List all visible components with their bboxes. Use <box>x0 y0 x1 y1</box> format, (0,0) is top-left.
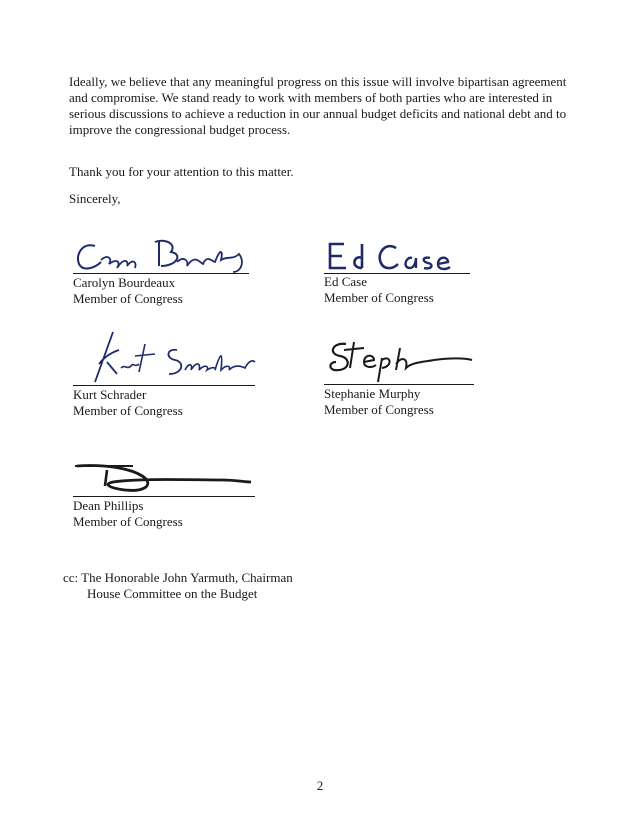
signature-line-bourdeaux <box>73 273 249 274</box>
signer-name-schrader: Kurt Schrader <box>73 387 147 402</box>
page-number: 2 <box>316 778 324 793</box>
signature-case-image <box>324 240 474 272</box>
paragraph-thanks: Thank you for your attention to this matter. <box>69 164 294 179</box>
signer-title-phillips: Member of Congress <box>73 514 183 529</box>
signature-block-phillips <box>73 460 283 528</box>
signature-bourdeaux-image <box>73 232 253 274</box>
signature-schrader-image <box>73 330 259 386</box>
signer-title-murphy: Member of Congress <box>324 402 434 417</box>
signature-line-murphy <box>324 384 474 385</box>
signer-title-bourdeaux: Member of Congress <box>73 291 183 306</box>
signature-phillips-image <box>73 460 255 496</box>
signature-block-murphy <box>324 338 534 418</box>
closing: Sincerely, <box>69 191 121 206</box>
signature-block-bourdeaux <box>73 232 283 306</box>
signer-name-murphy: Stephanie Murphy <box>324 386 421 401</box>
signer-name-phillips: Dean Phillips <box>73 498 144 513</box>
signer-name-bourdeaux: Carolyn Bourdeaux <box>73 275 176 290</box>
paragraph-bipartisan: Ideally, we believe that any meaningful progress on this issue will involve bipartisan agreement and compromise. We stand ready to work with members of both parties who are interested in serious discussions to achieve a reduction in our annual budget deficits and national debt and to improve the congressional budget process. <box>69 74 567 137</box>
cc-line-1: cc: The Honorable John Yarmuth, Chairman <box>63 570 293 585</box>
signature-line-schrader <box>73 385 255 386</box>
signature-murphy-image <box>324 338 476 384</box>
signer-title-case: Member of Congress <box>324 290 434 305</box>
signature-block-schrader <box>73 330 283 418</box>
signer-title-schrader: Member of Congress <box>73 403 183 418</box>
signature-line-phillips <box>73 496 255 497</box>
signature-block-case <box>324 240 534 306</box>
cc-line-2: House Committee on the Budget <box>87 586 258 601</box>
signer-name-case: Ed Case <box>324 274 367 289</box>
